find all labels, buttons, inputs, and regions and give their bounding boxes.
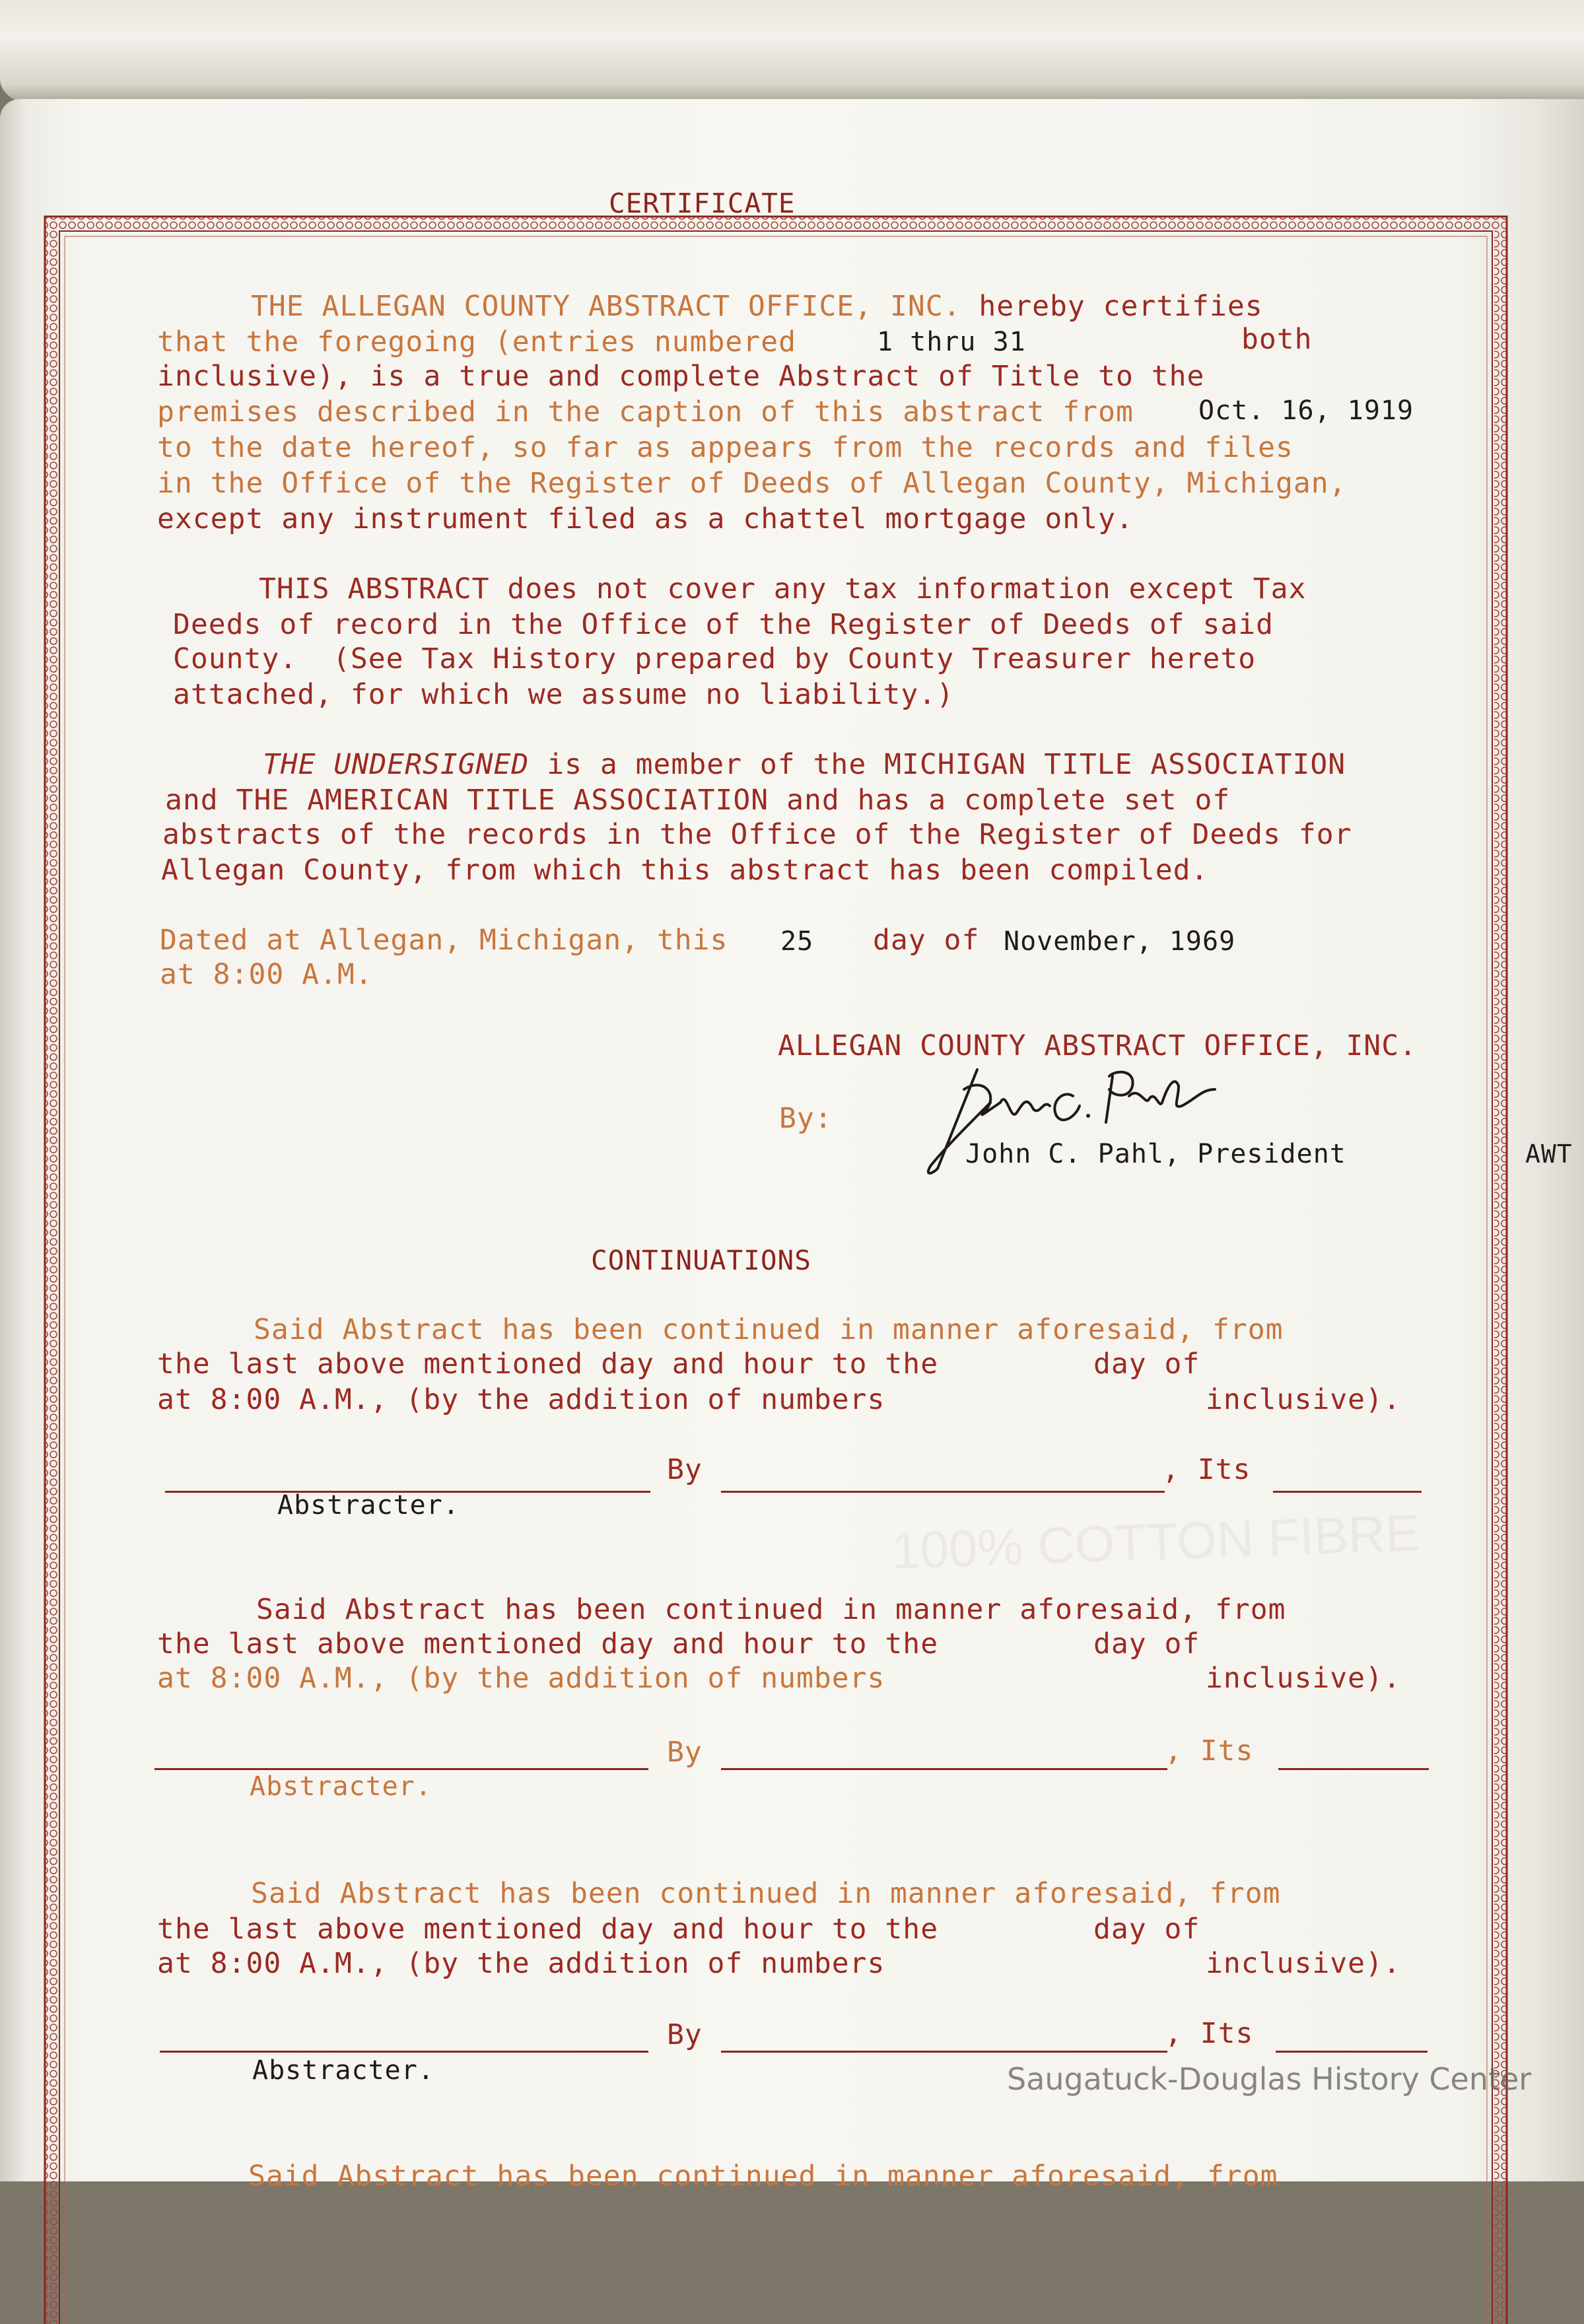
- dated-day: 25: [780, 926, 814, 957]
- certificate-p1-line4: premises described in the caption of this abstract from: [157, 395, 1134, 428]
- complete-set-text: and has a complete set of: [786, 784, 1231, 817]
- certificate-p2-line2: Deeds of record in the Office of the Register of Deeds of said: [173, 608, 1274, 641]
- continuation-day-of: day of: [1093, 1348, 1200, 1381]
- continuation-line2a: the last above mentioned day and hour to the: [157, 1627, 939, 1660]
- from-date: Oct. 16, 1919: [1198, 395, 1414, 426]
- continuation-inclusive: inclusive).: [1206, 1383, 1401, 1416]
- certificate-title: CERTIFICATE: [609, 188, 796, 219]
- certificate-p1-line3: inclusive), is a true and complete Abstract of Title to the: [157, 360, 1205, 393]
- continuation-line1: Said Abstract has been continued in manner aforesaid, from: [256, 1593, 1286, 1626]
- abstracter-label: Abstracter.: [252, 2055, 434, 2086]
- member-text: is a member of the MICHIGAN TITLE ASSOCIATION: [547, 748, 1346, 781]
- abstracter-label: Abstracter.: [250, 1771, 432, 1802]
- american-title-text: and THE AMERICAN TITLE ASSOCIATION: [165, 784, 769, 817]
- rolled-page-top: [0, 0, 1584, 106]
- continuation-line3a: at 8:00 A.M., (by the addition of numbers: [157, 1947, 885, 1980]
- entries-label: that the foregoing (entries numbered: [157, 325, 796, 359]
- continuations-title: CONTINUATIONS: [591, 1245, 811, 1276]
- abstracter-line: [160, 2051, 648, 2053]
- title-line: [1276, 2051, 1428, 2053]
- signer-line: [721, 2051, 1167, 2053]
- dated-day-of: day of: [873, 924, 980, 957]
- certificate-p1-line7: except any instrument filed as a chattel mortgage only.: [157, 502, 1134, 535]
- dated-prefix: Dated at Allegan, Michigan, this: [160, 924, 728, 957]
- signer-line: [721, 1768, 1167, 1770]
- certificate-p2-line1: THIS ABSTRACT does not cover any tax information except Tax: [259, 572, 1307, 605]
- undersigned-text: THE UNDERSIGNED: [263, 748, 530, 781]
- signature-by-label: By:: [779, 1102, 833, 1135]
- continuation-line2a: the last above mentioned day and hour to the: [157, 1348, 939, 1381]
- signature-company: ALLEGAN COUNTY ABSTRACT OFFICE, INC.: [778, 1029, 1417, 1062]
- continuation-its: , Its: [1162, 1453, 1251, 1486]
- company-name: THE ALLEGAN COUNTY ABSTRACT OFFICE, INC.: [251, 290, 961, 323]
- certificate-p3-line1: [263, 747, 1346, 782]
- certificate-p1-line1: [251, 289, 1263, 324]
- continuation-by: By: [667, 2018, 703, 2051]
- continuation-its: , Its: [1165, 1734, 1254, 1767]
- certifies-text: hereby certifies: [979, 290, 1263, 323]
- certificate-p1-line6: in the Office of the Register of Deeds of Allegan County, Michigan,: [157, 467, 1347, 500]
- dated-month-year: November, 1969: [1004, 926, 1236, 957]
- certificate-p1-line5: to the date hereof, so far as appears from the records and files: [157, 431, 1293, 464]
- signer-line: [721, 1491, 1165, 1493]
- continuation-day-of: day of: [1093, 1627, 1200, 1660]
- certificate-p2-line3: County. (See Tax History prepared by County Treasurer hereto: [173, 642, 1257, 675]
- continuation-line2a: the last above mentioned day and hour to the: [157, 1913, 939, 1946]
- paper-watermark: 100% COTTON FIBRE: [890, 1503, 1421, 1580]
- certificate-p3-line4: Allegan County, from which this abstract has been compiled.: [161, 854, 1209, 887]
- continuation-its: , Its: [1165, 2017, 1254, 2050]
- continuation-by: By: [667, 1736, 703, 1769]
- continuation-inclusive: inclusive).: [1206, 1662, 1401, 1695]
- continuation-by: By: [667, 1453, 703, 1486]
- continuation-line1: Said Abstract has been continued in manner aforesaid, from: [251, 1877, 1281, 1910]
- dated-time: at 8:00 A.M.: [160, 958, 373, 991]
- certificate-p3-line3: abstracts of the records in the Office of the Register of Deeds for: [162, 818, 1352, 851]
- continuation-partial-line: Said Abstract has been continued in manner aforesaid, from: [248, 2160, 1278, 2193]
- continuation-line3a: at 8:00 A.M., (by the addition of numbers: [157, 1383, 885, 1416]
- abstracter-label: Abstracter.: [277, 1490, 460, 1521]
- title-line: [1273, 1491, 1422, 1493]
- continuation-line1: Said Abstract has been continued in manner aforesaid, from: [254, 1313, 1284, 1346]
- history-center-watermark: Saugatuck-Douglas History Center: [1007, 2061, 1532, 2097]
- signature-typed-name: John C. Pahl, President: [965, 1139, 1346, 1169]
- both-text: both: [1241, 323, 1313, 356]
- continuation-day-of: day of: [1093, 1913, 1200, 1946]
- certificate-p2-line4: attached, for which we assume no liability.): [173, 678, 955, 711]
- title-line: [1278, 1768, 1429, 1770]
- continuation-line3a: at 8:00 A.M., (by the addition of numbers: [157, 1662, 885, 1695]
- certificate-p3-line2: [165, 783, 1230, 817]
- typist-initials: AWT: [1525, 1140, 1573, 1169]
- continuation-inclusive: inclusive).: [1206, 1947, 1401, 1980]
- entries-value: 1 thru 31: [877, 327, 1026, 357]
- certificate-p1-line2: [157, 325, 796, 359]
